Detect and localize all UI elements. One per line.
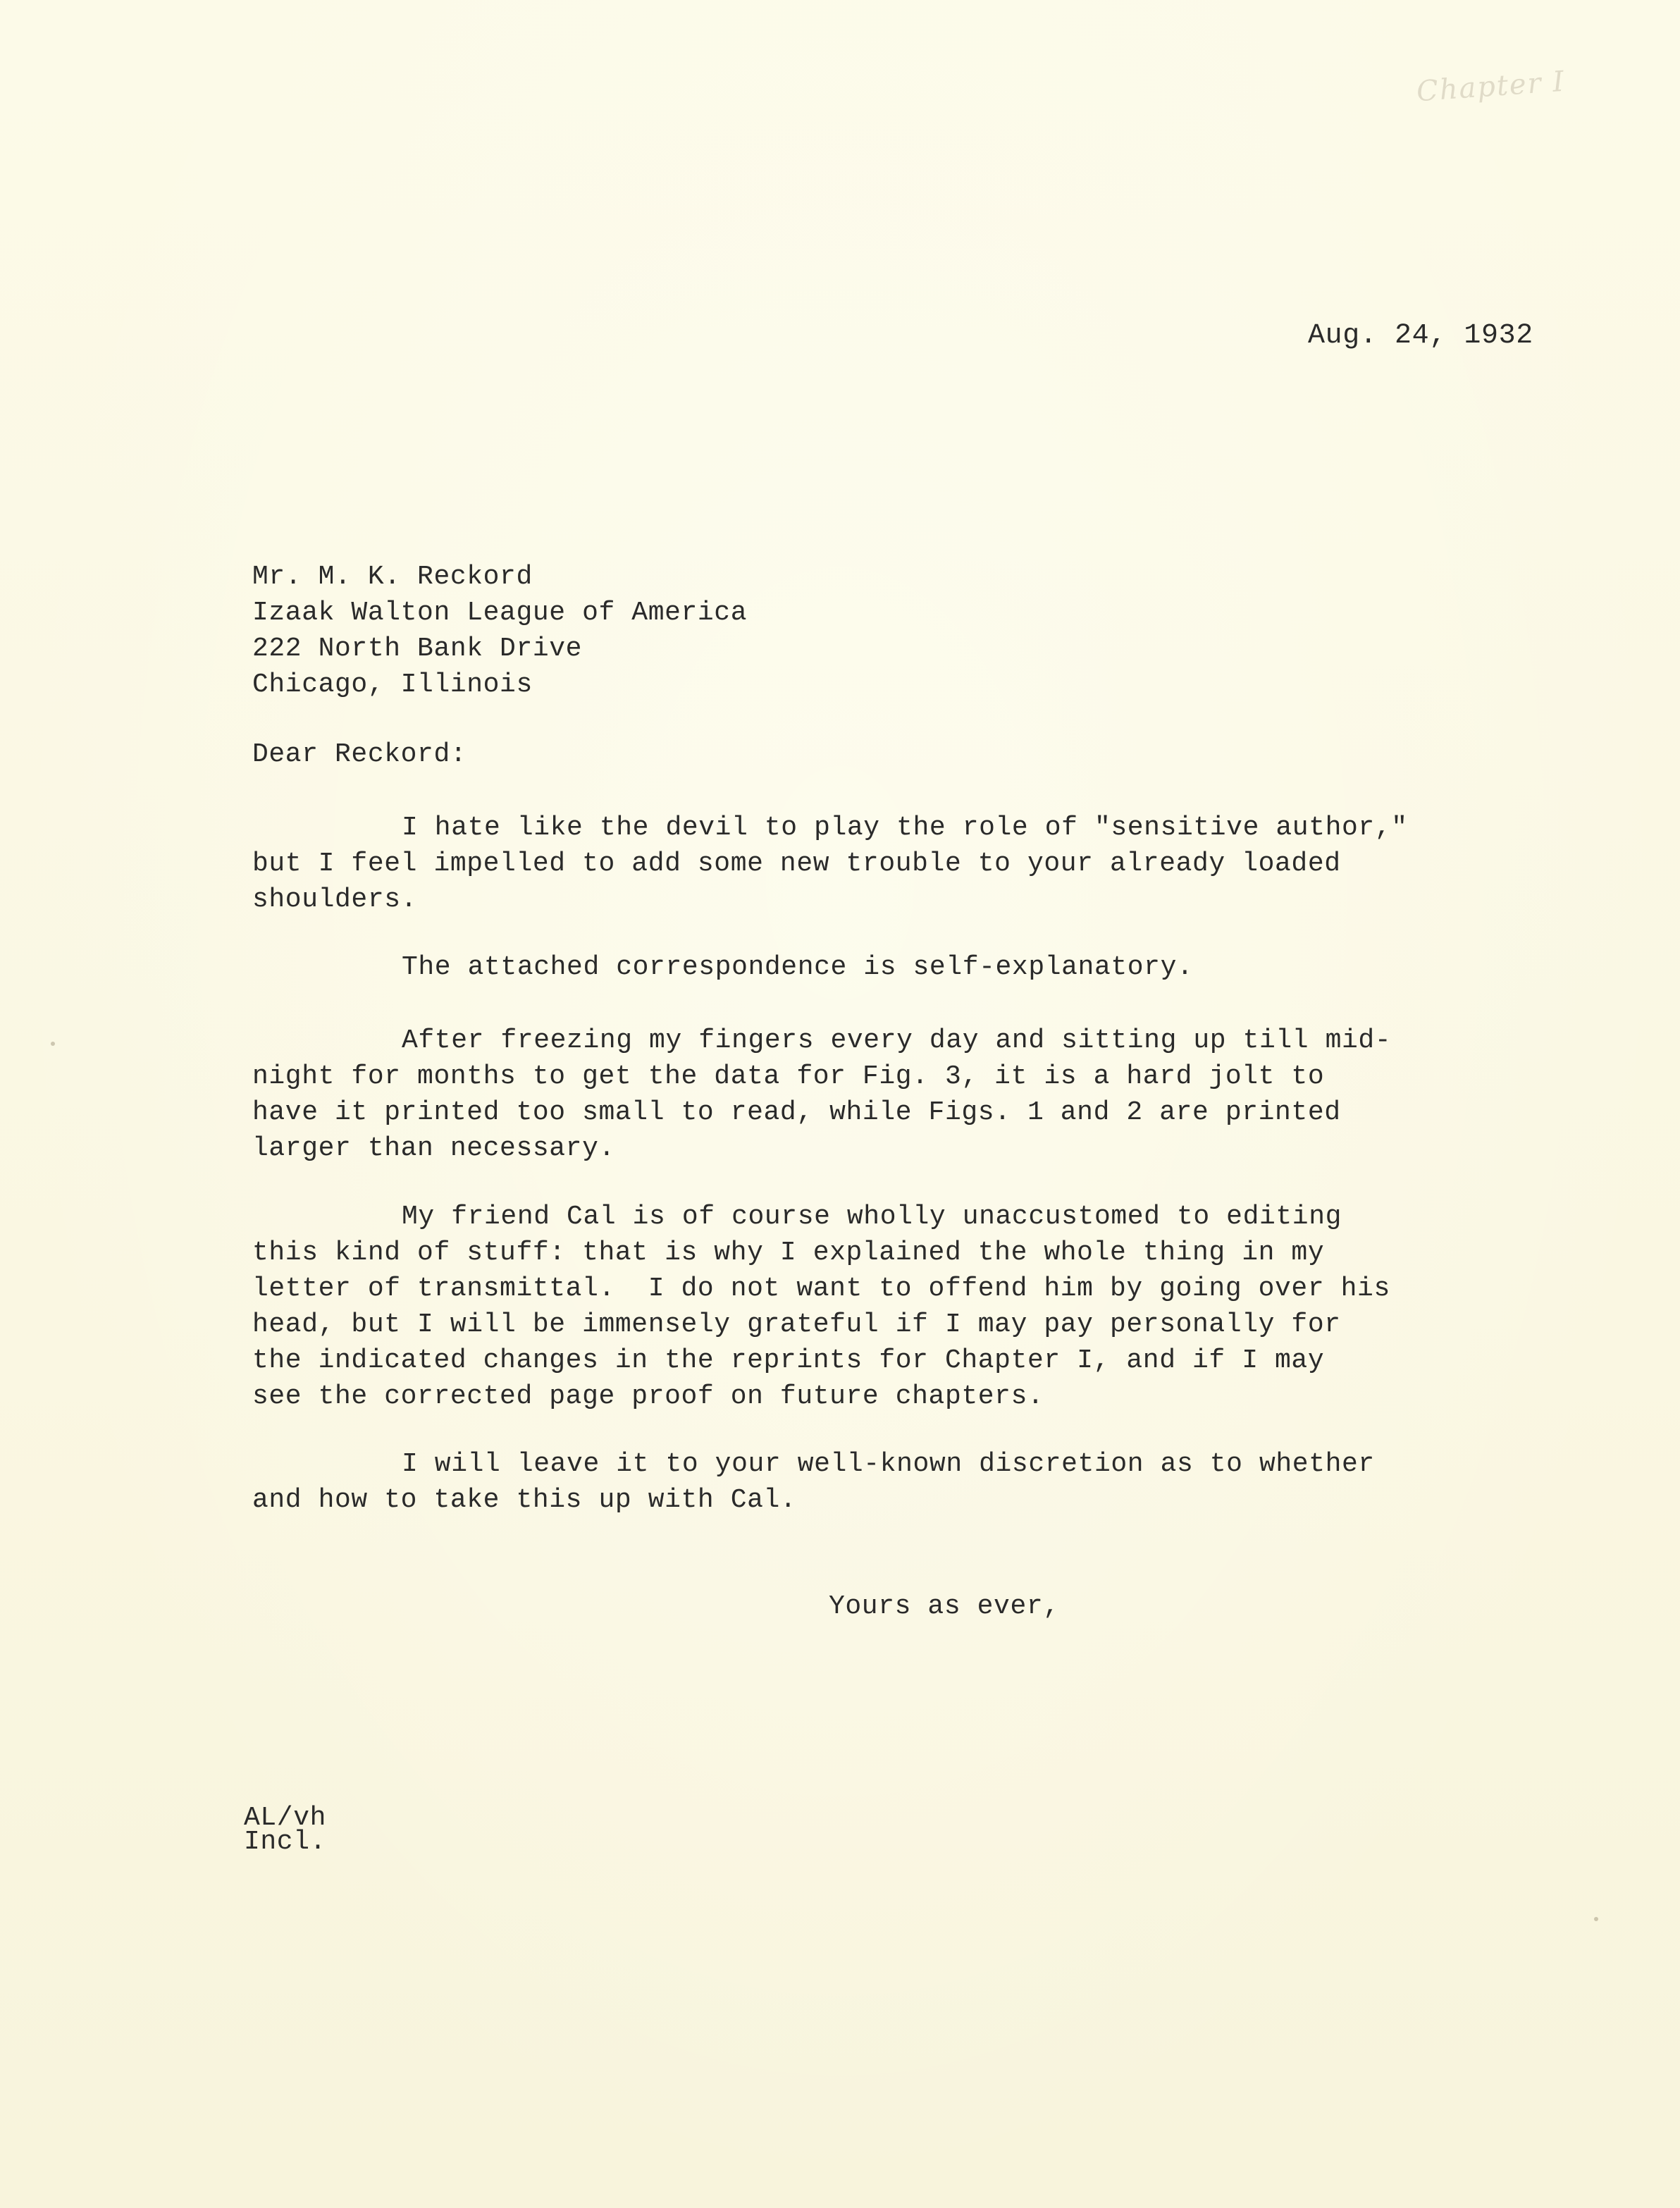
paragraph-line: this kind of stuff: that is why I explained the whole thing in my [252,1238,1325,1268]
paragraph-line: the indicated changes in the reprints for Chapter I, and if I may [252,1345,1325,1376]
paragraph-line: shoulders. [252,884,418,915]
paragraph-line: night for months to get the data for Fig. 3, it is a hard jolt to [252,1061,1325,1092]
enclosure-notation: Incl. [244,1827,327,1857]
paragraph-line: larger than necessary. [252,1133,615,1164]
paragraph-line: letter of transmittal. I do not want to offend him by going over his [252,1273,1390,1304]
salutation: Dear Reckord: [252,739,467,770]
paragraph-line: see the corrected page proof on future chapters. [252,1381,1044,1412]
paragraph-line: I hate like the devil to play the role of "sensitive author," [402,813,1408,843]
paragraph-line: I will leave it to your well-known discretion as to whether [402,1449,1375,1479]
paragraph-line: but I feel impelled to add some new trouble to your already loaded [252,849,1341,879]
paragraph-line: head, but I will be immensely grateful if I may pay personally for [252,1309,1341,1340]
recipient-city: Chicago, Illinois [252,670,533,700]
pencil-annotation: Chapter I [1415,65,1567,109]
paragraph-line: After freezing my fingers every day and sitting up till mid- [402,1025,1392,1056]
paragraph-line: The attached correspondence is self-explanatory. [402,952,1194,982]
paper-speck [1594,1917,1598,1921]
recipient-name: Mr. M. K. Reckord [252,562,533,592]
recipient-street: 222 North Bank Drive [252,634,583,664]
reference-initials: AL/vh [244,1803,327,1833]
letter-date: Aug. 24, 1932 [1308,320,1533,352]
recipient-organization: Izaak Walton League of America [252,598,748,628]
paragraph-line: have it printed too small to read, while Figs. 1 and 2 are printed [252,1097,1341,1128]
paper-speck [51,1042,55,1046]
complimentary-closing: Yours as ever, [829,1591,1060,1622]
paragraph-line: and how to take this up with Cal. [252,1485,797,1515]
paragraph-line: My friend Cal is of course wholly unaccustomed to editing [402,1202,1342,1232]
